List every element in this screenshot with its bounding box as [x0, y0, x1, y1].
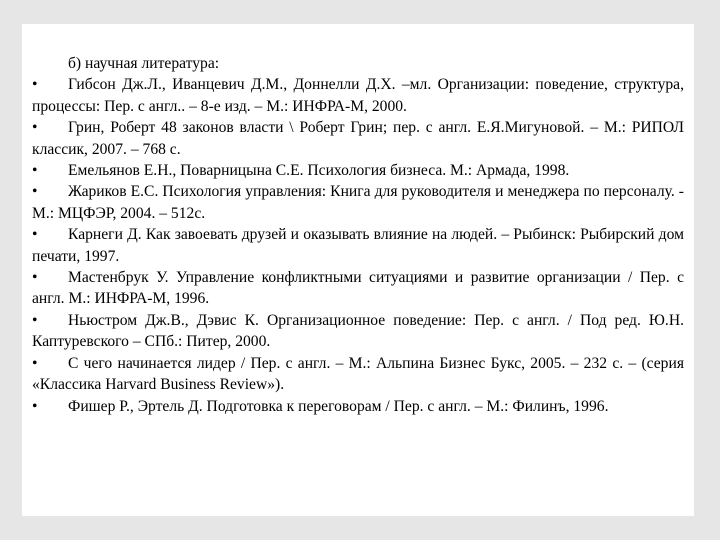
list-item-text: Мастенбрук У. Управление конфликтными ситуациями и развитие организации / Пер. с англ. М.: ИНФРА-М, 1996.	[32, 269, 684, 308]
list-item-text: Емельянов Е.Н., Поварницына С.Е. Психология бизнеса. М.: Армада, 1998.	[68, 162, 570, 180]
list-item	[32, 267, 684, 310]
list-item-text: Фишер Р., Эртель Д. Подготовка к переговорам / Пер. с англ. – М.: Филинъ, 1996.	[68, 397, 609, 415]
bullet: •	[32, 354, 38, 372]
list-item-text: Гибсон Дж.Л., Иванцевич Д.М., Доннелли Д.Х. –мл. Организации: поведение, структура, процессы: Пер. с англ.. – 8-е изд. – М.: ИНФРА-М, 2000.	[32, 76, 684, 115]
list-item	[32, 310, 684, 353]
list-item	[32, 353, 684, 396]
list-item-text: Ньюстром Дж.В., Дэвис К. Организационное поведение: Пер. с англ. / Под ред. Ю.Н. Каптуревского – СПб.: Питер, 2000.	[32, 311, 684, 351]
bullet: •	[32, 76, 38, 94]
section-heading: б) научная литература:	[68, 55, 220, 72]
list-item-text: С чего начинается лидер / Пер. с англ. – М.: Альпина Бизнес Букс, 2005. – 232 с. – (серия «Классика Harvard Business Review»).	[32, 354, 684, 394]
list-item	[32, 396, 684, 417]
list-item	[32, 74, 684, 117]
literature-list	[32, 53, 684, 417]
bullet: •	[32, 269, 38, 287]
list-item	[32, 181, 684, 224]
list-item	[32, 117, 684, 160]
bullet: •	[32, 226, 38, 244]
list-item	[32, 224, 684, 267]
list-item-text: Жариков Е.С. Психология управления: Книга для руководителя и менеджера по персоналу. - М.: МЦФЭР, 2004. – 512с.	[32, 183, 684, 222]
list-item	[32, 160, 684, 181]
bullet: •	[32, 397, 38, 415]
bullet: •	[32, 183, 38, 201]
bullet: •	[32, 162, 38, 180]
list-item-text: Грин, Роберт 48 законов власти \ Роберт Грин; пер. с англ. Е.Я.Мигуновой. – М.: РИПОЛ классик, 2007. – 768 с.	[32, 119, 684, 158]
bullet: •	[32, 119, 38, 137]
list-item-text: Карнеги Д. Как завоевать друзей и оказывать влияние на людей. – Рыбинск: Рыбирский дом печати, 1997.	[32, 226, 684, 265]
slide	[22, 24, 694, 516]
bullet: •	[32, 311, 38, 329]
